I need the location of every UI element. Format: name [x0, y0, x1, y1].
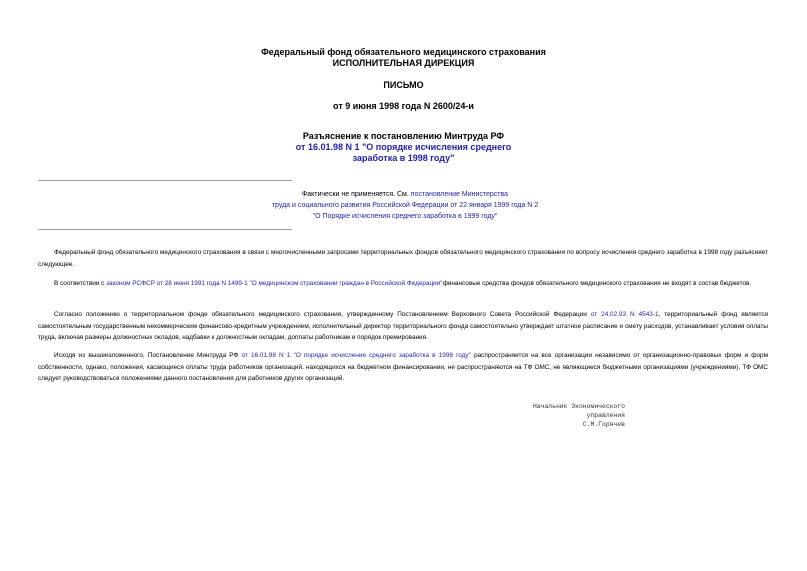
paragraph-4-text-a: Исходя из вышеизложенного, Постановление Минтруда РФ [54, 352, 242, 359]
org-name: Федеральный фонд обязательного медицинского страхования [261, 47, 546, 57]
divider-top [38, 180, 292, 181]
paragraph-2-text-a: В соответствии с [54, 280, 107, 287]
paragraph-2 [38, 278, 768, 290]
subject-title: Разъяснение к постановлению Минтруда РФ [302, 131, 505, 141]
status-note-link-1[interactable]: постановление Министерства [410, 191, 509, 198]
subject-link-line1[interactable]: от 16.01.98 N 1 "О порядке исчисления среднего [295, 142, 512, 152]
law-link[interactable]: законом РСФСР от 28 июня 1991 года N 1499-1 "О медицинском страховании граждан в Российской Федерации" [106, 280, 443, 287]
mintrud-resolution-link[interactable]: от 16.01.98 N 1 "О порядке исчисления среднего заработка в 1998 году" [241, 352, 471, 359]
doc-type: ПИСЬМО [383, 80, 424, 90]
paragraph-3 [38, 309, 768, 344]
paragraph-4 [38, 350, 768, 385]
status-note-prefix: Фактически не применяется. См. [301, 191, 411, 198]
signature-department: управления [586, 412, 625, 419]
paragraph-3-text-b: , территориальный фонд является самостоятельным государственным некоммерческим финансово-кредитным учреждением, исполнительный директор территориального фонда самостоятельно утверждает штатное расписание и смету расходов, устанавливает условия оплаты труда, включая размеры должностных окладов, надбавки к должностным окладам, доплаты работникам и порядок премирования. [38, 311, 769, 341]
directorate: ИСПОЛНИТЕЛЬНАЯ ДИРЕКЦИЯ [332, 58, 475, 68]
paragraph-2-text-b: финансовые средства фондов обязательного медицинского страхования не входят в состав бюджетов. [442, 280, 752, 287]
paragraph-4-text-b: распространяется на все организации независимо от организационно-правовых форм и форм собственности, однако, положения, касающиеся оплаты труда работников организаций, находящихся на бюджетном финансировании, не распространяются на ТФ ОМС, не являющиеся бюджетными организациями (учреждениями). ТФ ОМС следует руководствоваться положениями данного постановления для работников других организаций. [38, 352, 769, 382]
status-note [240, 189, 570, 222]
doc-date: от 9 июня 1998 года N 2600/24-и [333, 101, 474, 111]
paragraph-3-text-a: Согласно положению о территориальном фонде обязательного медицинского страхования, утвержденному Постановлением Верховного Совета Российской Федерации [54, 311, 591, 318]
signature-position: Начальник Экономического [532, 403, 625, 410]
status-note-link-3[interactable]: "О Порядке исчисления среднего заработка в 1999 году" [312, 213, 498, 220]
signature-block [520, 402, 625, 429]
signature-name: С.М.Горячев [582, 421, 625, 428]
subject-link-line2[interactable]: заработка в 1998 году" [352, 153, 455, 163]
resolution-link[interactable]: от 24.02.93 N 4543-1 [590, 311, 659, 318]
paragraph-1: Федеральный фонд обязательного медицинского страхования в связи с многочисленными запросами территориальных фондов обязательного медицинского страхования по вопросу исчисления среднего заработка в 1998 году разъясняет следующее. [38, 249, 768, 268]
status-note-link-2[interactable]: труда и социального развития Российской Федерации от 22 января 1999 года N 2 [271, 202, 539, 209]
divider-bottom [38, 229, 292, 230]
